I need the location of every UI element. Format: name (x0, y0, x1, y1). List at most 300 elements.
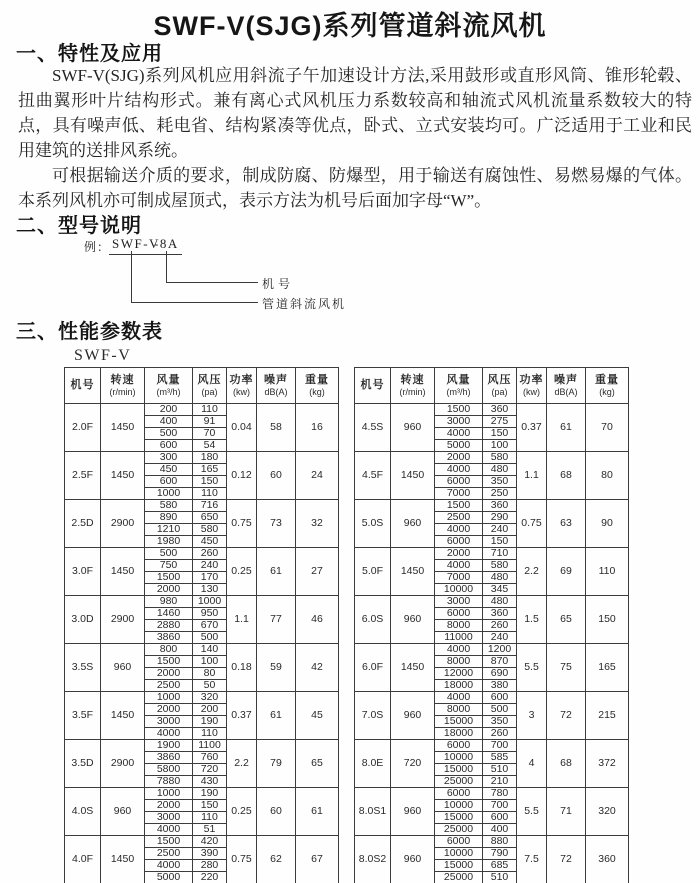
pressure-cell: 430 (193, 776, 227, 788)
callout-line-series-horizontal (131, 302, 258, 303)
weight-cell: 110 (586, 548, 629, 596)
pressure-cell: 280 (193, 860, 227, 872)
noise-cell: 71 (547, 788, 586, 836)
pressure-cell: 180 (193, 452, 227, 464)
noise-cell: 63 (547, 500, 586, 548)
pressure-cell: 710 (483, 548, 517, 560)
flow-cell: 15000 (435, 860, 483, 872)
pressure-cell: 685 (483, 860, 517, 872)
callout-line-size-vertical (166, 251, 167, 282)
flow-cell: 1000 (145, 692, 193, 704)
flow-cell: 25000 (435, 776, 483, 788)
power-cell: 5.5 (517, 644, 547, 692)
flow-cell: 7880 (145, 776, 193, 788)
pressure-cell: 650 (193, 512, 227, 524)
header-row (65, 368, 339, 404)
pressure-cell: 510 (483, 872, 517, 883)
pressure-cell: 880 (483, 836, 517, 848)
flow-cell: 450 (145, 464, 193, 476)
pressure-cell: 780 (483, 788, 517, 800)
pressure-cell: 240 (193, 560, 227, 572)
pressure-cell: 110 (193, 812, 227, 824)
model-row-group (65, 452, 339, 500)
model-row-group (355, 548, 629, 596)
data-row (65, 404, 339, 416)
pressure-cell: 190 (193, 716, 227, 728)
power-cell: 5.5 (517, 788, 547, 836)
noise-cell: 58 (257, 404, 296, 452)
pressure-cell: 80 (193, 668, 227, 680)
speed-cell: 960 (391, 692, 435, 740)
flow-cell: 750 (145, 560, 193, 572)
pressure-cell: 110 (193, 404, 227, 416)
power-cell: 0.37 (227, 692, 257, 740)
pressure-cell: 150 (193, 476, 227, 488)
speed-cell: 1450 (101, 692, 145, 740)
pressure-cell: 220 (193, 872, 227, 883)
model-row-group (355, 500, 629, 548)
weight-cell: 320 (586, 788, 629, 836)
flow-cell: 11000 (435, 632, 483, 644)
power-cell: 0.04 (227, 404, 257, 452)
performance-table-left (64, 367, 339, 883)
col-header-weight: 重量 (kg) (586, 368, 629, 404)
flow-cell: 6000 (435, 536, 483, 548)
flow-cell: 15000 (435, 812, 483, 824)
power-cell: 3 (517, 692, 547, 740)
flow-cell: 6000 (435, 740, 483, 752)
flow-cell: 3000 (435, 596, 483, 608)
data-row (355, 404, 629, 416)
data-row (65, 452, 339, 464)
col-header-speed: 转速 (r/min) (391, 368, 435, 404)
pressure-cell: 450 (193, 536, 227, 548)
noise-cell: 62 (257, 836, 296, 883)
flow-cell: 8000 (435, 620, 483, 632)
data-row (65, 692, 339, 704)
data-row (355, 452, 629, 464)
flow-cell: 3860 (145, 752, 193, 764)
col-header-power: 功率 (kw) (227, 368, 257, 404)
flow-cell: 1900 (145, 740, 193, 752)
model-row-group (65, 836, 339, 883)
flow-cell: 500 (145, 548, 193, 560)
speed-cell: 960 (391, 596, 435, 644)
pressure-cell: 690 (483, 668, 517, 680)
pressure-cell: 200 (193, 704, 227, 716)
noise-cell: 72 (547, 692, 586, 740)
flow-cell: 800 (145, 644, 193, 656)
data-row (65, 788, 339, 800)
flow-cell: 2500 (145, 848, 193, 860)
weight-cell: 165 (586, 644, 629, 692)
flow-cell: 12000 (435, 668, 483, 680)
model-cell: 4.5F (355, 452, 391, 500)
weight-cell: 150 (586, 596, 629, 644)
model-cell: 3.5S (65, 644, 101, 692)
flow-cell: 580 (145, 500, 193, 512)
model-cell: 8.0S2 (355, 836, 391, 883)
power-cell: 1.1 (227, 596, 257, 644)
noise-cell: 61 (547, 404, 586, 452)
noise-cell: 69 (547, 548, 586, 596)
col-header-noise: 噪声 dB(A) (257, 368, 296, 404)
flow-cell: 4000 (435, 560, 483, 572)
flow-cell: 6000 (435, 836, 483, 848)
speed-cell: 960 (391, 836, 435, 883)
flow-cell: 4000 (435, 692, 483, 704)
callout-fan-type: 管道斜流风机 (262, 297, 347, 311)
pressure-cell: 950 (193, 608, 227, 620)
pressure-cell: 350 (483, 476, 517, 488)
flow-cell: 1500 (435, 500, 483, 512)
speed-cell: 1450 (101, 548, 145, 596)
power-cell: 0.75 (227, 836, 257, 883)
data-row (355, 692, 629, 704)
flow-cell: 10000 (435, 800, 483, 812)
flow-cell: 1210 (145, 524, 193, 536)
model-row-group (355, 404, 629, 452)
data-row (355, 596, 629, 608)
weight-cell: 372 (586, 740, 629, 788)
pressure-cell: 600 (483, 692, 517, 704)
speed-cell: 960 (391, 788, 435, 836)
flow-cell: 1980 (145, 536, 193, 548)
flow-cell: 2000 (145, 668, 193, 680)
model-cell: 6.0S (355, 596, 391, 644)
weight-cell: 61 (296, 788, 339, 836)
model-cell: 2.0F (65, 404, 101, 452)
flow-cell: 25000 (435, 824, 483, 836)
pressure-cell: 260 (193, 548, 227, 560)
pressure-cell: 150 (193, 800, 227, 812)
table-series-label: SWF-V (74, 347, 132, 364)
flow-cell: 890 (145, 512, 193, 524)
col-header-flow: 风量 (m³/h) (435, 368, 483, 404)
pressure-cell: 360 (483, 404, 517, 416)
flow-cell: 980 (145, 596, 193, 608)
pressure-cell: 140 (193, 644, 227, 656)
pressure-cell: 790 (483, 848, 517, 860)
pressure-cell: 100 (483, 440, 517, 452)
section-heading-features: 一、特性及应用 (16, 43, 163, 65)
flow-cell: 18000 (435, 680, 483, 692)
section-heading-performance: 三、性能参数表 (16, 321, 163, 343)
model-cell: 8.0E (355, 740, 391, 788)
model-cell: 3.5F (65, 692, 101, 740)
noise-cell: 77 (257, 596, 296, 644)
pressure-cell: 50 (193, 680, 227, 692)
weight-cell: 46 (296, 596, 339, 644)
model-row-group (355, 596, 629, 644)
flow-cell: 2000 (435, 548, 483, 560)
pressure-cell: 150 (483, 536, 517, 548)
section-heading-model: 二、型号说明 (16, 215, 142, 237)
noise-cell: 68 (547, 740, 586, 788)
weight-cell: 80 (586, 452, 629, 500)
power-cell: 2.2 (227, 740, 257, 788)
noise-cell: 73 (257, 500, 296, 548)
pressure-cell: 480 (483, 572, 517, 584)
noise-cell: 59 (257, 644, 296, 692)
pressure-cell: 580 (193, 524, 227, 536)
model-cell: 4.0S (65, 788, 101, 836)
performance-table-right (354, 367, 629, 883)
speed-cell: 720 (391, 740, 435, 788)
flow-cell: 3860 (145, 632, 193, 644)
data-row (65, 596, 339, 608)
pressure-cell: 510 (483, 764, 517, 776)
speed-cell: 1450 (391, 452, 435, 500)
flow-cell: 300 (145, 452, 193, 464)
weight-cell: 90 (586, 500, 629, 548)
pressure-cell: 165 (193, 464, 227, 476)
pressure-cell: 290 (483, 512, 517, 524)
flow-cell: 10000 (435, 584, 483, 596)
weight-cell: 215 (586, 692, 629, 740)
model-row-group (65, 404, 339, 452)
pressure-cell: 500 (193, 632, 227, 644)
model-code-size: -8A (151, 236, 182, 255)
weight-cell: 65 (296, 740, 339, 788)
pressure-cell: 360 (483, 500, 517, 512)
flow-cell: 4000 (145, 860, 193, 872)
col-header-power: 功率 (kw) (517, 368, 547, 404)
pressure-cell: 700 (483, 740, 517, 752)
model-row-group (65, 692, 339, 740)
flow-cell: 2000 (145, 704, 193, 716)
pressure-cell: 600 (483, 812, 517, 824)
power-cell: 0.25 (227, 548, 257, 596)
flow-cell: 15000 (435, 764, 483, 776)
model-row-group (65, 644, 339, 692)
speed-cell: 960 (391, 500, 435, 548)
speed-cell: 1450 (391, 548, 435, 596)
pressure-cell: 170 (193, 572, 227, 584)
flow-cell: 6000 (435, 788, 483, 800)
noise-cell: 61 (257, 692, 296, 740)
model-row-group (355, 836, 629, 883)
weight-cell: 42 (296, 644, 339, 692)
flow-cell: 600 (145, 476, 193, 488)
noise-cell: 75 (547, 644, 586, 692)
pressure-cell: 1100 (193, 740, 227, 752)
flow-cell: 1000 (145, 488, 193, 500)
model-cell: 3.0F (65, 548, 101, 596)
weight-cell: 27 (296, 548, 339, 596)
data-row (355, 644, 629, 656)
power-cell: 0.18 (227, 644, 257, 692)
pressure-cell: 260 (483, 620, 517, 632)
model-row-group (65, 740, 339, 788)
flow-cell: 10000 (435, 848, 483, 860)
noise-cell: 60 (257, 788, 296, 836)
power-cell: 4 (517, 740, 547, 788)
flow-cell: 4000 (435, 524, 483, 536)
page-title: SWF-V(SJG)系列管道斜流风机 (153, 11, 547, 41)
speed-cell: 1450 (391, 644, 435, 692)
flow-cell: 3000 (435, 416, 483, 428)
noise-cell: 61 (257, 548, 296, 596)
flow-cell: 2880 (145, 620, 193, 632)
model-cell: 4.5S (355, 404, 391, 452)
pressure-cell: 585 (483, 752, 517, 764)
col-header-flow: 风量 (m³/h) (145, 368, 193, 404)
flow-cell: 5000 (145, 872, 193, 883)
col-header-pressure: 风压 (pa) (483, 368, 517, 404)
power-cell: 0.25 (227, 788, 257, 836)
flow-cell: 10000 (435, 752, 483, 764)
example-label: 例： (84, 240, 111, 254)
pressure-cell: 190 (193, 788, 227, 800)
flow-cell: 1500 (145, 836, 193, 848)
model-cell: 3.0D (65, 596, 101, 644)
pressure-cell: 250 (483, 488, 517, 500)
model-row-group (355, 452, 629, 500)
pressure-cell: 400 (483, 824, 517, 836)
col-header-model: 机号 (65, 368, 101, 404)
power-cell: 2.2 (517, 548, 547, 596)
pressure-cell: 51 (193, 824, 227, 836)
data-row (65, 740, 339, 752)
model-row-group (355, 740, 629, 788)
model-cell: 4.0F (65, 836, 101, 883)
data-row (355, 500, 629, 512)
weight-cell: 45 (296, 692, 339, 740)
col-header-noise: 噪声 dB(A) (547, 368, 586, 404)
pressure-cell: 320 (193, 692, 227, 704)
pressure-cell: 360 (483, 608, 517, 620)
pressure-cell: 345 (483, 584, 517, 596)
speed-cell: 960 (101, 788, 145, 836)
flow-cell: 7000 (435, 488, 483, 500)
pressure-cell: 350 (483, 716, 517, 728)
model-cell: 6.0F (355, 644, 391, 692)
pressure-cell: 500 (483, 704, 517, 716)
model-code-diagram (0, 234, 700, 316)
flow-cell: 1500 (435, 404, 483, 416)
pressure-cell: 260 (483, 728, 517, 740)
data-row (355, 548, 629, 560)
model-cell: 2.5D (65, 500, 101, 548)
flow-cell: 600 (145, 440, 193, 452)
pressure-cell: 54 (193, 440, 227, 452)
pressure-cell: 390 (193, 848, 227, 860)
col-header-weight: 重量 (kg) (296, 368, 339, 404)
flow-cell: 25000 (435, 872, 483, 883)
flow-cell: 1500 (145, 572, 193, 584)
data-row (65, 836, 339, 848)
data-row (355, 740, 629, 752)
pressure-cell: 70 (193, 428, 227, 440)
flow-cell: 2500 (435, 512, 483, 524)
col-header-pressure: 风压 (pa) (193, 368, 227, 404)
model-row-group (355, 644, 629, 692)
pressure-cell: 240 (483, 632, 517, 644)
col-header-speed: 转速 (r/min) (101, 368, 145, 404)
speed-cell: 1450 (101, 404, 145, 452)
noise-cell: 68 (547, 452, 586, 500)
model-row-group (65, 596, 339, 644)
flow-cell: 4000 (145, 728, 193, 740)
data-row (65, 644, 339, 656)
pressure-cell: 240 (483, 524, 517, 536)
pressure-cell: 380 (483, 680, 517, 692)
speed-cell: 960 (101, 644, 145, 692)
pressure-cell: 110 (193, 728, 227, 740)
weight-cell: 24 (296, 452, 339, 500)
speed-cell: 960 (391, 404, 435, 452)
weight-cell: 70 (586, 404, 629, 452)
pressure-cell: 580 (483, 452, 517, 464)
pressure-cell: 1200 (483, 644, 517, 656)
flow-cell: 18000 (435, 728, 483, 740)
flow-cell: 7000 (435, 572, 483, 584)
speed-cell: 1450 (101, 452, 145, 500)
flow-cell: 6000 (435, 476, 483, 488)
flow-cell: 400 (145, 416, 193, 428)
callout-machine-number: 机号 (262, 277, 295, 291)
pressure-cell: 720 (193, 764, 227, 776)
power-cell: 0.75 (227, 500, 257, 548)
pressure-cell: 670 (193, 620, 227, 632)
noise-cell: 65 (547, 596, 586, 644)
pressure-cell: 275 (483, 416, 517, 428)
performance-tables (64, 367, 644, 883)
pressure-cell: 420 (193, 836, 227, 848)
flow-cell: 4000 (435, 644, 483, 656)
power-cell: 0.37 (517, 404, 547, 452)
pressure-cell: 91 (193, 416, 227, 428)
data-row (355, 836, 629, 848)
flow-cell: 1000 (145, 788, 193, 800)
pressure-cell: 700 (483, 800, 517, 812)
flow-cell: 2000 (145, 800, 193, 812)
speed-cell: 1450 (101, 836, 145, 883)
model-row-group (65, 788, 339, 836)
model-code-series: SWF-V (109, 236, 163, 255)
flow-cell: 4000 (435, 464, 483, 476)
flow-cell: 1500 (145, 656, 193, 668)
weight-cell: 67 (296, 836, 339, 883)
noise-cell: 79 (257, 740, 296, 788)
noise-cell: 60 (257, 452, 296, 500)
weight-cell: 32 (296, 500, 339, 548)
flow-cell: 5000 (435, 440, 483, 452)
power-cell: 1.1 (517, 452, 547, 500)
data-row (65, 500, 339, 512)
model-cell: 7.0S (355, 692, 391, 740)
flow-cell: 5800 (145, 764, 193, 776)
flow-cell: 200 (145, 404, 193, 416)
flow-cell: 6000 (435, 608, 483, 620)
pressure-cell: 870 (483, 656, 517, 668)
pressure-cell: 716 (193, 500, 227, 512)
flow-cell: 4000 (145, 824, 193, 836)
model-row-group (355, 692, 629, 740)
features-paragraph-1: SWF-V(SJG)系列风机应用斜流子午加速设计方法,采用鼓形或直形风筒、锥形轮毂、扭曲翼形叶片结构形式。兼有离心式风机压力系数较高和轴流式风机流量系数较大的特点，具有噪声低、耗电省、结构紧凑等优点，卧式、立式安装均可。广泛适用于工业和民用建筑的送排风系统。 (18, 66, 692, 160)
pressure-cell: 1000 (193, 596, 227, 608)
callout-line-series-vertical (131, 251, 132, 302)
pressure-cell: 110 (193, 488, 227, 500)
pressure-cell: 760 (193, 752, 227, 764)
power-cell: 0.12 (227, 452, 257, 500)
flow-cell: 2000 (145, 584, 193, 596)
pressure-cell: 480 (483, 464, 517, 476)
features-paragraph-2: 可根据输送介质的要求，制成防腐、防爆型，用于输送有腐蚀性、易燃易爆的气体。本系列风机亦可制成屋顶式，表示方法为机号后面加字母“W”。 (18, 166, 692, 210)
flow-cell: 3000 (145, 812, 193, 824)
pressure-cell: 580 (483, 560, 517, 572)
